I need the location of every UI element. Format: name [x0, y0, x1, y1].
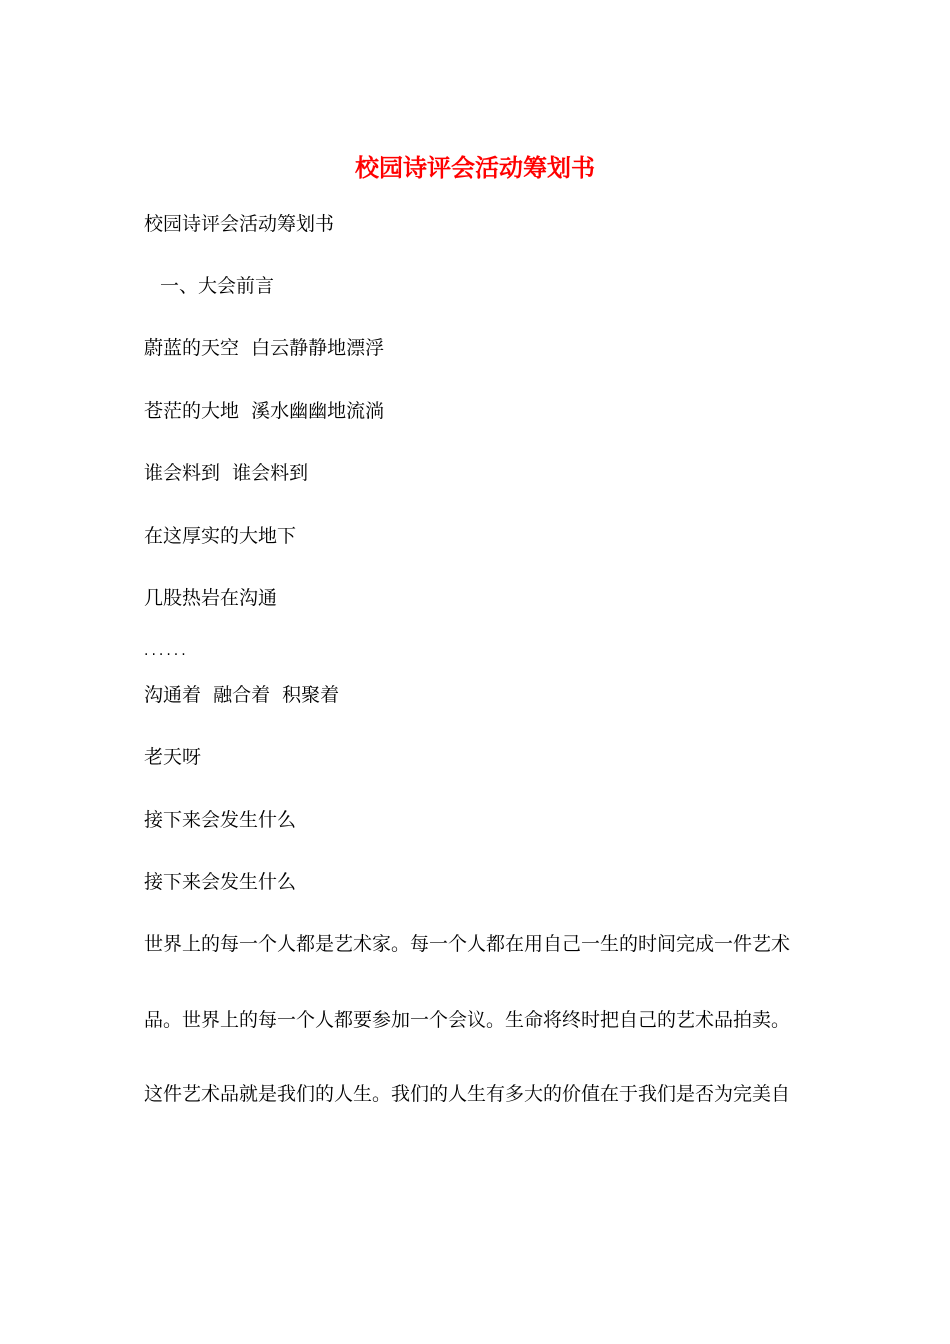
paragraph-line: 这件艺术品就是我们的人生。我们的人生有多大的价值在于我们是否为完美自: [144, 1083, 791, 1105]
poem-line: 沟通着 融合着 积聚着: [144, 684, 340, 706]
poem-line: 接下来会发生什么: [144, 871, 297, 893]
document-title: 校园诗评会活动筹划书: [355, 153, 595, 182]
poem-line: 几股热岩在沟通: [144, 587, 278, 609]
poem-line: 在这厚实的大地下: [144, 525, 297, 547]
poem-line: 蔚蓝的天空 白云静静地漂浮: [144, 337, 385, 359]
paragraph-line: 世界上的每一个人都是艺术家。每一个人都在用自己一生的时间完成一件艺术: [144, 933, 791, 955]
poem-line: 接下来会发生什么: [144, 809, 297, 831]
poem-ellipsis: ......: [144, 643, 189, 659]
document-subtitle: 校园诗评会活动筹划书: [144, 213, 335, 235]
poem-line: 苍茫的大地 溪水幽幽地流淌: [144, 400, 385, 422]
paragraph-line: 品。世界上的每一个人都要参加一个会议。生命将终时把自己的艺术品拍卖。: [144, 1009, 791, 1031]
poem-line: 谁会料到 谁会料到: [144, 462, 309, 484]
section-heading: 一、大会前言: [160, 275, 275, 297]
poem-line: 老天呀: [144, 746, 202, 768]
